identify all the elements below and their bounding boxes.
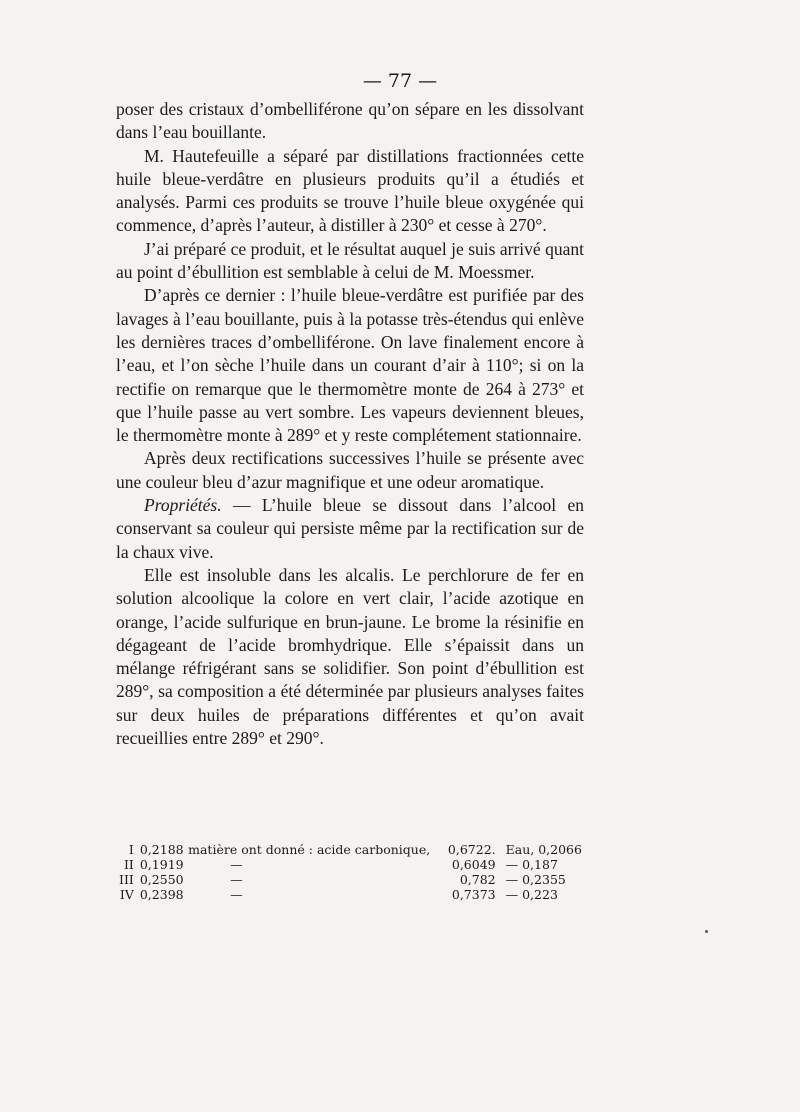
paragraph-4: D’après ce dernier : l’huile bleue-verdâtre est purifiée par des lavages à l’eau bouillante, puis à la potasse très-étendus qui enlève les dernières traces d’ombelliférone. On lave finalement encore à l’eau, et l’on sèche l’huile dans un courant d’air à 110°; si on la rectifie on remarque que le thermomètre monte de 264 à 273° et que l’huile passe au vert sombre. Les vapeurs deviennent bleues, le thermomètre monte à 289° et y reste complétement stationnaire. xyxy=(116,285,584,446)
table-row xyxy=(114,887,584,902)
paragraph-6 xyxy=(116,494,584,564)
analysis-eau-label: — xyxy=(505,857,519,872)
analysis-number: I xyxy=(128,842,134,857)
analysis-eau-value: 0,2355 xyxy=(522,872,566,887)
analysis-mass: 0,2550 xyxy=(139,872,184,887)
analysis-eau xyxy=(506,842,584,857)
analysis-label: — xyxy=(230,872,243,887)
analysis-co2: 0,782 xyxy=(459,872,496,887)
analysis-mass: 0,1919 xyxy=(139,857,184,872)
paragraph-2: M. Hautefeuille a séparé par distillations fractionnées cette huile bleue-verdâtre en plusieurs produits qu’il a étudiés et analysés. Parmi ces produits se trouve l’huile bleue oxygénée qui commence, d’après l’auteur, à distiller à 230° et cesse à 270°. xyxy=(116,145,584,236)
analysis-mass: 0,2398 xyxy=(139,887,184,902)
analysis-eau xyxy=(506,872,584,887)
table-row xyxy=(114,842,584,857)
analysis-label: matière ont donné : acide carbonique, xyxy=(188,842,431,857)
ink-speck xyxy=(705,930,708,933)
page-number: — 77 — xyxy=(362,70,438,92)
analysis-eau-label: Eau, xyxy=(505,842,535,857)
body-text xyxy=(116,98,584,750)
analysis-eau-value: 0,223 xyxy=(522,887,558,902)
analysis-eau-label: — xyxy=(505,887,519,902)
analysis-eau-value: 0,187 xyxy=(522,857,558,872)
analysis-number: III xyxy=(119,872,134,887)
table-row xyxy=(114,872,584,887)
analysis-co2: 0,7373 xyxy=(451,887,496,902)
paragraph-5: Après deux rectifications successives l’huile se présente avec une couleur bleu d’azur magnifique et une odeur aromatique. xyxy=(116,448,584,492)
analysis-number: IV xyxy=(119,887,134,902)
section-label-proprietes: Propriétés. xyxy=(144,495,222,516)
analysis-eau-label: — xyxy=(505,872,519,887)
paragraph-7: Elle est insoluble dans les alcalis. Le perchlorure de fer en solution alcoolique la colore en vert clair, l’acide azotique en orange, l’acide sulfurique en brun-jaune. Le brome la résinifie en dégageant de l’acide bromhydrique. Elle s’épaissit dans un mélange réfrigérant sans se solidifier. Son point d’ébullition est 289°, sa composition a été déterminée par plusieurs analyses faites sur deux huiles de préparations différentes et qu’on avait recueillies entre 289° et 290°. xyxy=(116,564,584,749)
analysis-label: — xyxy=(230,887,243,902)
table-row xyxy=(114,857,584,872)
analysis-table xyxy=(114,842,584,902)
paragraph-6-text: — L’huile bleue se dissout dans l’alcool en conservant sa couleur qui persiste même par la rectification sur de la chaux vive. xyxy=(116,495,584,562)
analysis-eau xyxy=(506,887,584,902)
analysis-co2: 0,6722. xyxy=(447,842,496,857)
analysis-co2: 0,6049 xyxy=(451,857,496,872)
analysis-number: II xyxy=(123,857,134,872)
analysis-eau-value: 0,2066 xyxy=(538,842,582,857)
paragraph-1: poser des cristaux d’ombelliférone qu’on sépare en les dissolvant dans l’eau bouillante. xyxy=(116,99,584,143)
analysis-mass: 0,2188 xyxy=(139,842,184,857)
analysis-label: — xyxy=(230,857,243,872)
paragraph-3: J’ai préparé ce produit, et le résultat auquel je suis arrivé quant au point d’ébullition est semblable à celui de M. Moessmer. xyxy=(116,238,584,283)
analysis-eau xyxy=(506,857,584,872)
